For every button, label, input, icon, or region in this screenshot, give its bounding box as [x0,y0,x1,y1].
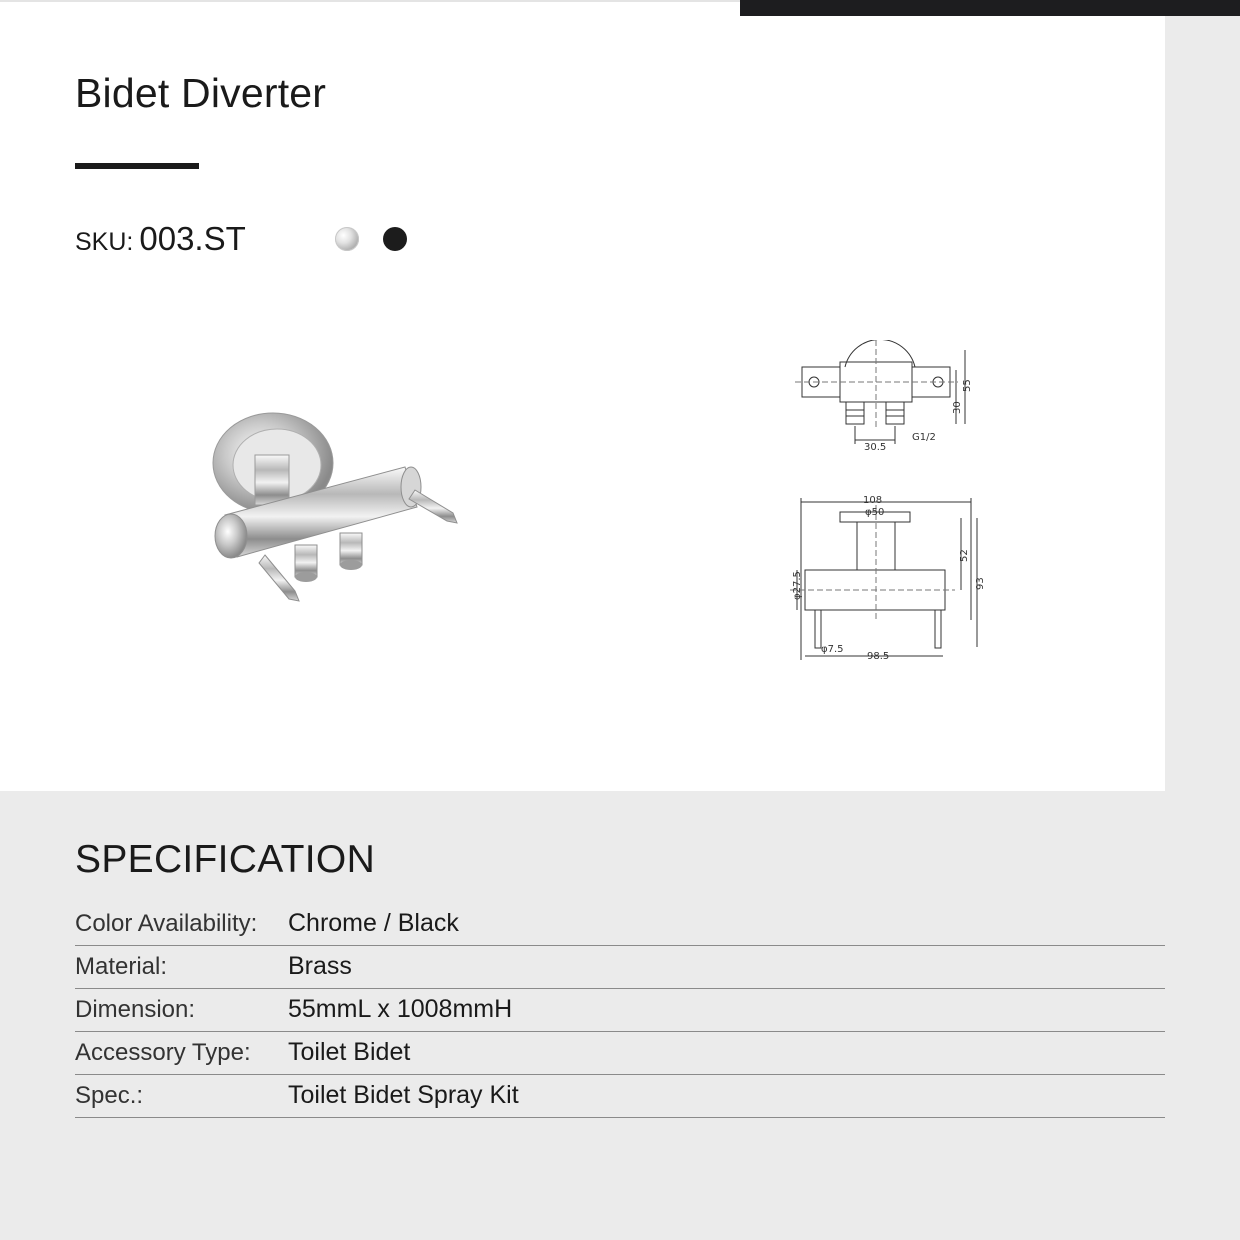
dim-upper-height: 52 [959,549,970,562]
specification-table [75,903,1165,1118]
spec-value: Brass [288,952,352,980]
product-photo [195,395,475,615]
sku [75,220,246,258]
top-rule-thin [0,0,740,2]
technical-drawing-top [790,340,1000,460]
spec-label: Material: [75,953,168,980]
dim-height-inner: 30 [952,401,963,414]
spec-value: Toilet Bidet [288,1038,411,1066]
swatch-black[interactable] [383,227,407,251]
spec-label: Color Availability: [75,910,258,937]
spec-row-spec [75,1075,1165,1118]
spec-row-dimension [75,989,1165,1032]
dim-spacing: 30.5 [864,442,887,453]
dim-lower-width: 98.5 [867,651,890,662]
spec-row-accessory-type [75,1032,1165,1075]
spec-row-color [75,903,1165,946]
spec-label: Dimension: [75,996,196,1023]
spec-value: 55mmL x 1008mmH [288,995,513,1023]
title-underline [75,163,199,169]
spec-row-material [75,946,1165,989]
dim-body-dia: φ27.5 [792,571,803,600]
spec-value: Toilet Bidet Spray Kit [288,1081,519,1109]
spec-value: Chrome / Black [288,909,459,937]
dim-thread: G1/2 [912,432,936,443]
sku-label: SKU: [75,228,134,256]
dim-width-total: 108 [863,495,883,506]
technical-drawing-front [785,490,995,670]
dim-total-height: 93 [975,577,986,590]
dim-pin-dia: φ7.5 [821,644,844,655]
spec-label: Spec.: [75,1082,144,1109]
dim-flange-dia: φ50 [865,507,885,518]
swatch-chrome[interactable] [335,227,359,251]
dim-height-total: 55 [962,379,973,392]
product-title: Bidet Diverter [75,70,327,116]
sku-value: 003.ST [139,220,246,257]
specification-title: SPECIFICATION [75,838,376,881]
top-rule-thick [740,0,1240,16]
spec-label: Accessory Type: [75,1039,251,1066]
